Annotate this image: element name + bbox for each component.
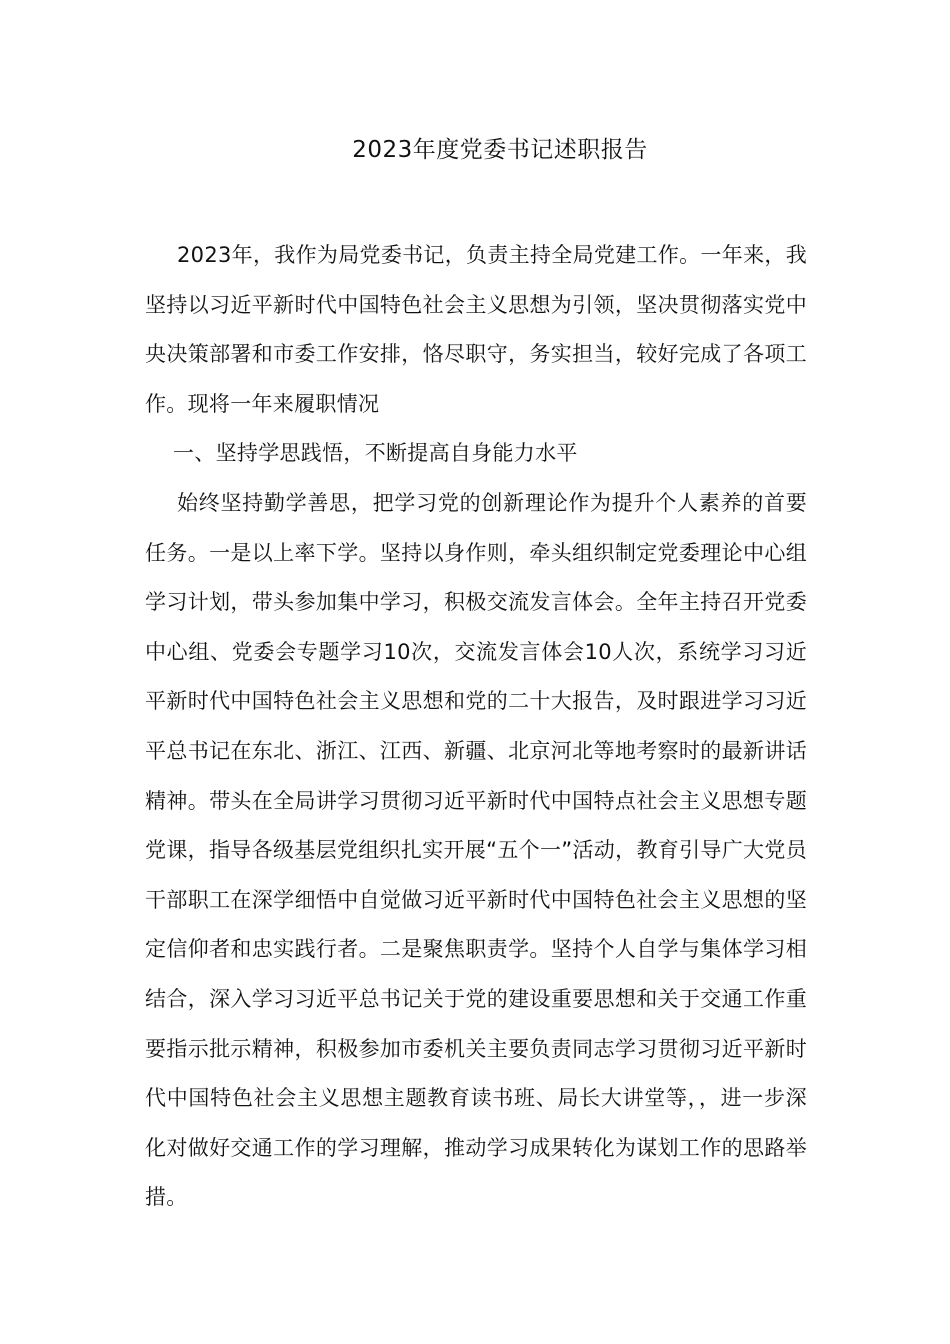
intro-paragraph: 2023年，我作为局党委书记，负责主持全局党建工作。一年来，我坚持以习近平新时代中国特色社会主义思想为引领，坚决贯彻落实党中央决策部署和市委工作安排，恪尽职守，务实担当，较好完成了各项工作。现将一年来履职情况 bbox=[145, 243, 807, 416]
document-body bbox=[145, 231, 807, 1223]
section-paragraph: 始终坚持勤学善思，把学习党的创新理论作为提升个人素养的首要任务。一是以上率下学。坚持以身作则，牵头组织制定党委理论中心组学习计划，带头参加集中学习，积极交流发言体会。全年主持召开党委中心组、党委会专题学习10次，交流发言体会10人次，系统学习习近平新时代中国特色社会主义思想和党的二十大报告，及时跟进学习习近平总书记在东北、浙江、江西、新疆、北京河北等地考察时的最新讲话精神。带头在全局讲学习贯彻习近平新时代中国特点社会主义思想专题党课，指导各级基层党组织扎实开展“五个一”活动，教育引导广大党员干部职工在深学细悟中自觉做习近平新时代中国特色社会主义思想的坚定信仰者和忠实践行者。二是聚焦职责学。坚持个人自学与集体学习相结合，深入学习习近平总书记关于党的建设重要思想和关于交通工作重要指示批示精神，积极参加市委机关主要负责同志学习贯彻习近平新时代中国特色社会主义思想主题教育读书班、局长大讲堂等，，进一步深化对做好交通工作的学习理解，推动学习成果转化为谋划工作的思路举措。 bbox=[145, 490, 807, 1210]
section-heading: 一、坚持学思践悟，不断提高自身能力水平 bbox=[173, 441, 578, 466]
document-title: 2023年度党委书记述职报告 bbox=[352, 137, 648, 163]
